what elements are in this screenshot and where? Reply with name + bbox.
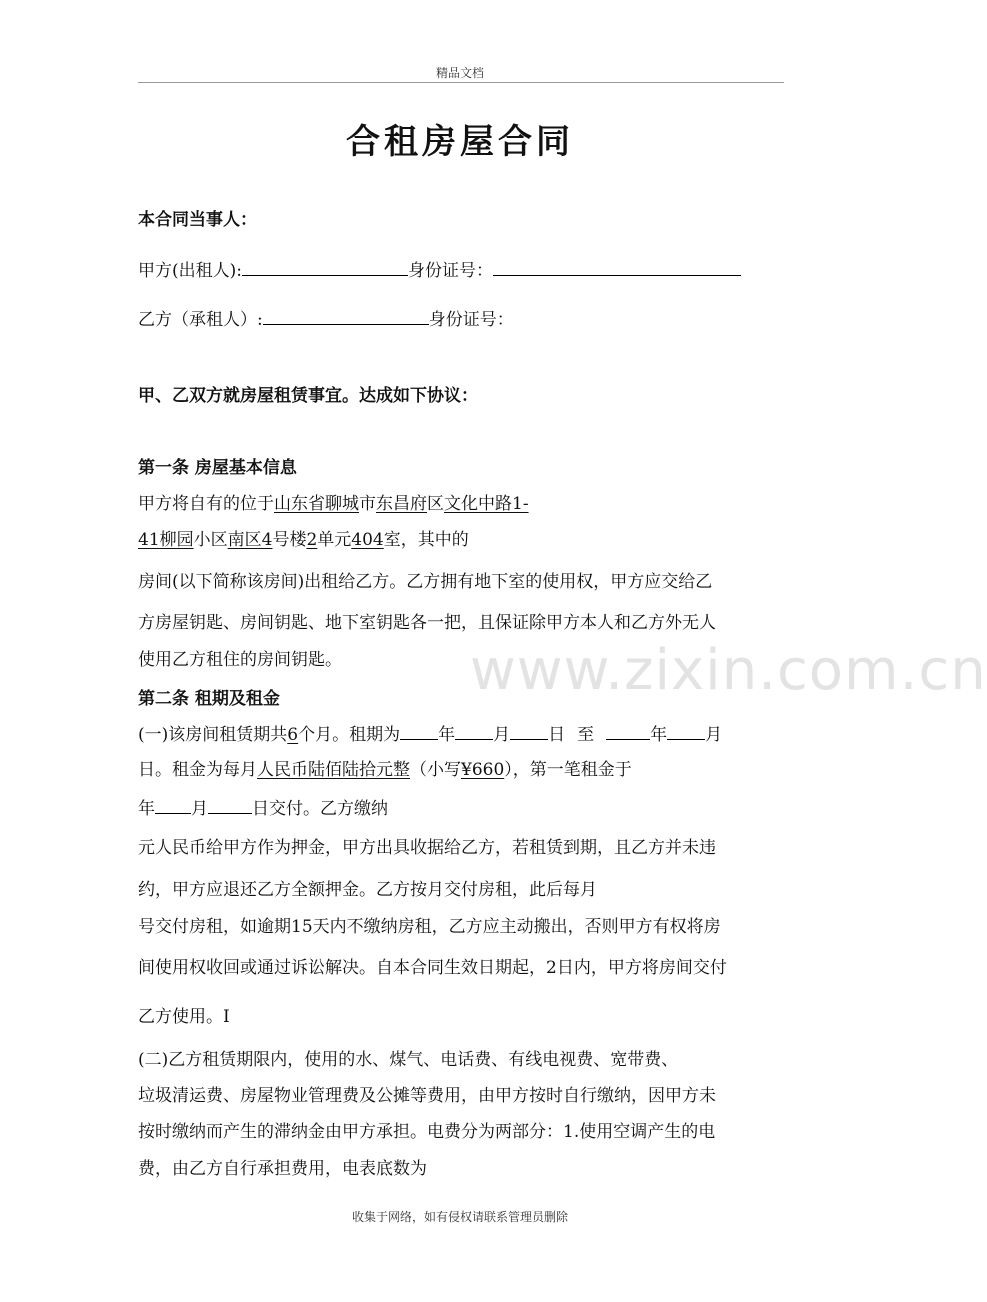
article-2-line-8: 乙方使用。I xyxy=(138,1007,230,1027)
start-day-blank[interactable] xyxy=(510,722,548,740)
text-segment: 单元 xyxy=(317,530,352,550)
start-year-blank[interactable] xyxy=(400,722,438,740)
text-segment: 日 xyxy=(548,725,566,745)
article-2-line-2 xyxy=(138,759,632,781)
article-2-line-3 xyxy=(138,796,388,820)
party-a-id-blank[interactable] xyxy=(493,258,741,276)
article-1-line-5: 使用乙方租住的房间钥匙。 xyxy=(138,650,342,670)
article-2-line-1 xyxy=(138,722,722,746)
end-month-blank[interactable] xyxy=(667,722,705,740)
agreement-intro: 甲、乙双方就房屋租赁事宜。达成如下协议： xyxy=(138,386,478,406)
text-segment: 日。租金为每月 xyxy=(138,760,257,780)
rent-in-numbers: ¥660 xyxy=(461,760,505,780)
address-road: 文化中路1- xyxy=(444,494,529,514)
article-2-line-12: 费，由乙方自行承担费用，电表底数为 xyxy=(138,1159,427,1179)
address-district: 东昌府 xyxy=(376,494,427,514)
start-month-blank[interactable] xyxy=(455,722,493,740)
text-segment: (一)该房间租赁期共 xyxy=(138,725,288,745)
contract-title: 合租房屋合同 xyxy=(346,122,574,162)
article-2-line-9: (二)乙方租赁期限内，使用的水、煤气、电话费、有线电视费、宽带费、 xyxy=(138,1050,679,1070)
text-segment: ），第一笔租金于 xyxy=(504,760,632,780)
article-1-heading: 第一条 房屋基本信息 xyxy=(138,458,297,478)
end-year-blank[interactable] xyxy=(606,722,650,740)
text-segment: 月 xyxy=(493,725,511,745)
party-b-name-blank[interactable] xyxy=(263,307,429,325)
text-segment: 小区 xyxy=(193,530,228,550)
watermark: www.zixin.com.cn xyxy=(470,638,987,703)
article-1-line-3: 房间(以下简称该房间)出租给乙方。乙方拥有地下室的使用权，甲方应交给乙 xyxy=(138,572,713,592)
text-segment: 年 xyxy=(438,725,456,745)
party-b-line xyxy=(138,307,514,331)
article-1-line-4: 方房屋钥匙、房间钥匙、地下室钥匙各一把，且保证除甲方本人和乙方外无人 xyxy=(138,613,716,633)
text-segment: 区 xyxy=(427,494,444,514)
party-b-id-label: 身份证号： xyxy=(428,310,514,330)
lease-months: 6 xyxy=(287,725,299,745)
text-segment: 号楼 xyxy=(272,530,307,550)
article-2-heading: 第二条 租期及租金 xyxy=(138,689,280,709)
parties-heading: 本合同当事人： xyxy=(138,210,257,230)
party-a-label: 甲方(出租人): xyxy=(138,261,242,281)
party-a-name-blank[interactable] xyxy=(242,258,408,276)
text-segment: 月 xyxy=(705,725,723,745)
address-province-city: 山东省聊城 xyxy=(274,494,359,514)
text-segment: 年 xyxy=(138,799,155,819)
text-segment: 甲方将自有的位于 xyxy=(138,494,274,514)
article-1-line-1 xyxy=(138,493,529,515)
article-2-line-10: 垃圾清运费、房屋物业管理费及公摊等费用，由甲方按时自行缴纳，因甲方未 xyxy=(138,1086,716,1106)
address-zone: 南区4 xyxy=(227,530,273,550)
text-segment: （小写 xyxy=(410,760,461,780)
text-segment: 室，其中的 xyxy=(383,530,469,550)
text-segment: 月 xyxy=(191,799,208,819)
article-2-line-5: 约，甲方应退还乙方全额押金。乙方按月交付房租，此后每月 xyxy=(138,880,597,900)
article-1-line-2 xyxy=(138,529,469,551)
text-segment: 市 xyxy=(359,494,376,514)
address-road-2: 41柳园 xyxy=(138,530,194,550)
page-header: 精品文档 xyxy=(435,66,484,80)
party-a-id-label: 身份证号： xyxy=(408,261,493,281)
header-rule xyxy=(138,82,784,83)
party-a-line xyxy=(138,258,741,282)
article-2-line-4: 元人民币给甲方作为押金，甲方出具收据给乙方，若租赁到期，且乙方并未违 xyxy=(138,838,716,858)
text-segment: 日交付。乙方缴纳 xyxy=(252,799,388,819)
article-2-line-11: 按时缴纳而产生的滞纳金由甲方承担。电费分为两部分：1.使用空调产生的电 xyxy=(138,1122,716,1142)
first-payment-day-blank[interactable] xyxy=(208,796,252,814)
article-2-line-6: 号交付房租，如逾期15天内不缴纳房租，乙方应主动搬出，否则甲方有权将房 xyxy=(138,917,721,937)
page-footer: 收集于网络，如有侵权请联系管理员删除 xyxy=(351,1210,568,1224)
address-room: 404 xyxy=(351,530,384,550)
text-segment: 个月。租期为 xyxy=(298,725,401,745)
rent-in-words: 人民币陆佰陆拾元整 xyxy=(257,760,410,780)
address-unit: 2 xyxy=(306,530,318,550)
text-segment: 至 xyxy=(577,725,595,745)
article-2-line-7: 间使用权收回或通过诉讼解决。自本合同生效日期起，2日内，甲方将房间交付 xyxy=(138,958,727,978)
first-payment-month-blank[interactable] xyxy=(155,796,191,814)
party-b-label: 乙方（承租人）: xyxy=(138,310,263,330)
text-segment: 年 xyxy=(650,725,668,745)
